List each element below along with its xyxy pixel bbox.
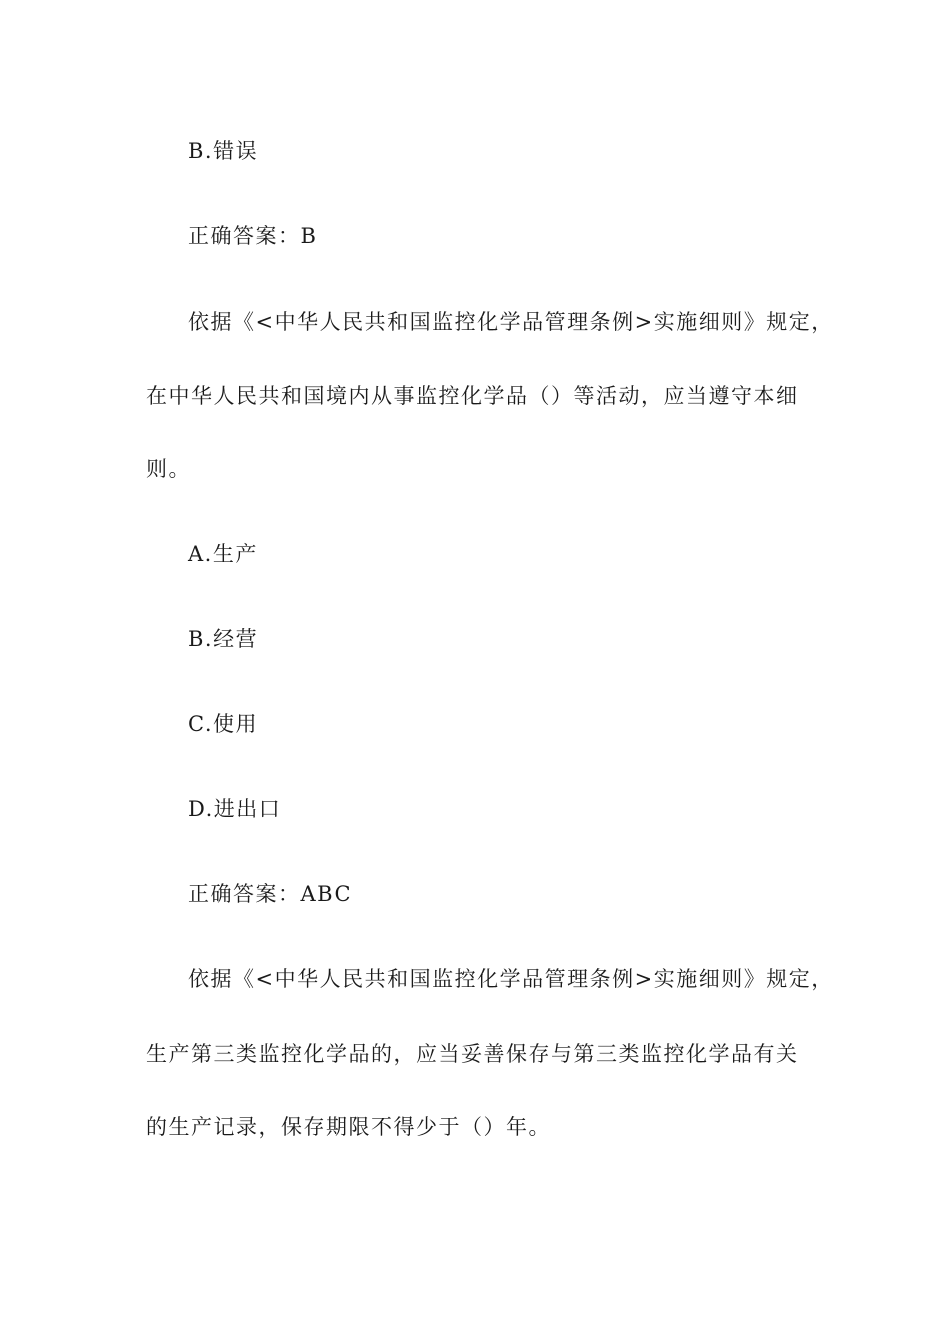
q1-answer: 正确答案：B [188, 224, 318, 248]
q2-option-b: B.经营 [188, 627, 259, 651]
q2-stem-line3: 则。 [146, 457, 191, 481]
q2-answer: 正确答案：ABC [188, 882, 353, 906]
q3-stem-line2: 生产第三类监控化学品的，应当妥善保存与第三类监控化学品有关 [146, 1042, 799, 1066]
q2-option-d: D.进出口 [188, 797, 282, 821]
q2-stem-line2: 在中华人民共和国境内从事监控化学品（）等活动，应当遵守本细 [146, 384, 799, 408]
q3-stem-line3: 的生产记录，保存期限不得少于（）年。 [146, 1115, 551, 1139]
q2-stem-line1: 依据《<中华人民共和国监控化学品管理条例>实施细则》规定， [188, 310, 834, 334]
q2-option-c: C.使用 [188, 712, 258, 736]
q1-option-b: B.错误 [188, 139, 259, 163]
q3-stem-line1: 依据《<中华人民共和国监控化学品管理条例>实施细则》规定， [188, 967, 834, 991]
q2-option-a: A.生产 [188, 542, 258, 566]
